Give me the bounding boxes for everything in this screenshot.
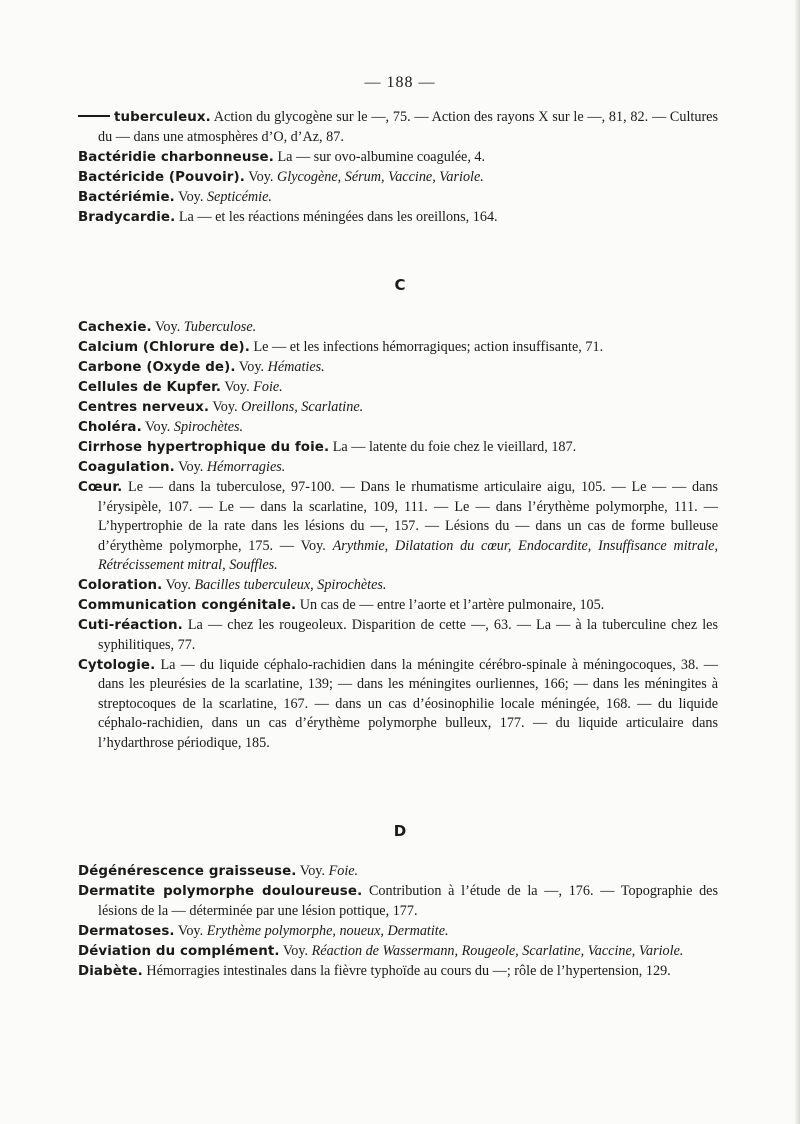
index-entry — [78, 576, 718, 596]
entry-body: Le — et les infections hémorragiques; action insuffisante, 71. — [249, 339, 604, 355]
entry-body: Voy. — [244, 168, 277, 185]
index-entry — [78, 458, 718, 478]
entry-cross-reference: Hématies. — [267, 359, 325, 375]
index-entry — [78, 862, 718, 882]
entry-body: La — chez les rougeoleux. Disparition de cette —, 63. — La — à la tuberculine chez les syphilitiques, 77. — [98, 617, 718, 653]
entry-body: Voy. — [162, 577, 195, 593]
index-entry — [78, 418, 718, 438]
index-section-d — [78, 862, 718, 982]
entry-body: La — et les réactions méningées dans les oreillons, 164. — [175, 208, 498, 225]
index-entry — [78, 108, 718, 147]
entry-headword: Bactériémie. — [78, 189, 175, 205]
entry-body: Voy. — [174, 459, 207, 475]
index-entry — [78, 148, 718, 168]
index-entry — [78, 398, 718, 418]
leading-dash — [78, 115, 110, 117]
entry-body: Contribution à l’étude de la —, 176. — Topographie des lésions de la — déterminée par une lésion pottique, 177. — [98, 883, 718, 919]
entry-body: La — sur ovo-albumine coagulée, 4. — [273, 148, 486, 165]
entry-headword: Communication congénitale. — [78, 598, 297, 613]
index-entry — [78, 188, 718, 208]
entry-body: Voy. — [174, 922, 207, 939]
entry-cross-reference: Réaction de Wassermann, Rougeole, Scarlatine, Vaccine, Variole. — [311, 942, 684, 959]
entry-body: Voy. — [151, 319, 184, 335]
entry-cross-reference: Septicémie. — [206, 188, 272, 205]
entry-cross-reference: Glycogène, Sérum, Vaccine, Variole. — [277, 168, 484, 185]
entry-headword: tuberculeux. — [114, 110, 211, 125]
index-entry — [78, 962, 718, 982]
entry-cross-reference: Foie. — [328, 863, 359, 879]
entry-body: Voy. — [221, 379, 254, 395]
entry-headword: Calcium (Chlorure de). — [78, 340, 250, 355]
entry-headword: Bactéridie charbonneuse. — [78, 149, 274, 165]
entry-headword: Bactéricide (Pouvoir). — [78, 169, 245, 185]
entry-body: Voy. — [209, 399, 242, 415]
index-entry — [78, 616, 718, 655]
entry-headword: Coagulation. — [78, 460, 175, 475]
entry-headword: Cellules de Kupfer. — [78, 380, 222, 395]
index-section-c — [78, 318, 718, 754]
index-entry — [78, 882, 718, 921]
entry-cross-reference: Bacilles tuberculeux, Spirochètes. — [194, 577, 387, 593]
index-entry — [78, 438, 718, 458]
index-entry — [78, 338, 718, 358]
entry-cross-reference: Foie. — [253, 379, 283, 395]
index-entry — [78, 208, 718, 228]
entry-headword: Cœur. — [78, 480, 123, 495]
section-letter-d: D — [393, 822, 407, 840]
entry-body: La — latente du foie chez le vieillard, 187. — [329, 439, 577, 455]
page-number: — 188 — — [364, 74, 436, 91]
entry-cross-reference: Hémorragies. — [206, 459, 286, 475]
entry-body: Action du glycogène sur le —, 75. — Action des rayons X sur le —, 81, 82. — Cultures du — dans une atmosphères d’O, d’Az, 87. — [98, 109, 718, 145]
entry-cross-reference: Tuberculose. — [183, 319, 257, 335]
entry-body: Voy. — [174, 188, 207, 205]
entry-body: Voy. — [279, 942, 312, 959]
entry-headword: Choléra. — [78, 420, 142, 435]
entry-headword: Diabète. — [78, 963, 143, 979]
index-entry — [78, 318, 718, 338]
index-entry — [78, 656, 718, 754]
entry-headword: Cytologie. — [78, 657, 156, 673]
entry-headword: Cuti-réaction. — [78, 618, 183, 633]
entry-headword: Bradycardie. — [78, 209, 176, 225]
index-entry — [78, 922, 718, 942]
index-entry — [78, 478, 718, 576]
entry-cross-reference: Arythmie, Dilatation du cœur, Endocardite, Insuffisance mitrale, Rétrécissement mitral, Souffles. — [98, 537, 718, 573]
entry-headword: Déviation du complément. — [78, 943, 280, 959]
entry-cross-reference: Oreillons, Scarlatine. — [241, 399, 364, 415]
entry-body: Le — dans la tuberculose, 97-100. — Dans le rhumatisme articulaire aigu, 105. — Le — — dans l’érysipèle, 107. — Le — dans la scarlatine, 109, 111. — Le — dans l’érythème polymorphe, 111. — L’hypertrophie de la rate dans les lésions du —, 157. — Lésions du — dans un cas de forme bulleuse d’érythème polymorphe, 175. — Voy. — [98, 479, 718, 554]
index-entry — [78, 358, 718, 378]
entry-headword: Cachexie. — [78, 320, 152, 335]
entry-body: Un cas de — entre l’aorte et l’artère pulmonaire, 105. — [296, 597, 605, 613]
entry-headword: Coloration. — [78, 578, 163, 593]
entry-body: Voy. — [296, 863, 329, 879]
index-entry — [78, 378, 718, 398]
entry-headword: Cirrhose hypertrophique du foie. — [78, 440, 330, 455]
index-entry — [78, 596, 718, 616]
entry-headword: Dermatoses. — [78, 923, 175, 939]
entry-body: Voy. — [141, 419, 174, 435]
index-entry — [78, 942, 718, 962]
entry-headword: Carbone (Oxyde de). — [78, 360, 236, 375]
entry-cross-reference: Erythème polymorphe, noueux, Dermatite. — [206, 922, 449, 939]
entry-headword: Centres nerveux. — [78, 400, 210, 415]
entry-body: La — du liquide céphalo-rachidien dans la méningite cérébro-spinale à méningocoques, 38. — dans les pleurésies de la scarlatine, 139; — dans les méningites ourliennes, 166; — dans les méningites à streptocoques de la scarlatine, 167. — dans un cas d’éosinophilie locale méningée, 168. — du liquide céphalo-rachidien, dans un cas d’érythème polymorphe bulleux, 177. — du liquide articulaire dans l’hydarthrose périodique, 185. — [98, 656, 718, 751]
index-section-b — [78, 108, 718, 228]
entry-body: Hémorragies intestinales dans la fièvre typhoïde au cours du —; rôle de l’hypertension, 129. — [142, 962, 671, 979]
entry-body: Voy. — [235, 359, 268, 375]
page-edge-shadow — [794, 0, 800, 1124]
entry-headword: Dermatite polymorphe douloureuse. — [78, 884, 363, 899]
entry-headword: Dégénérescence graisseuse. — [78, 864, 297, 879]
index-entry — [78, 168, 718, 188]
entry-cross-reference: Spirochètes. — [173, 419, 244, 435]
section-letter-c: C — [394, 276, 406, 294]
